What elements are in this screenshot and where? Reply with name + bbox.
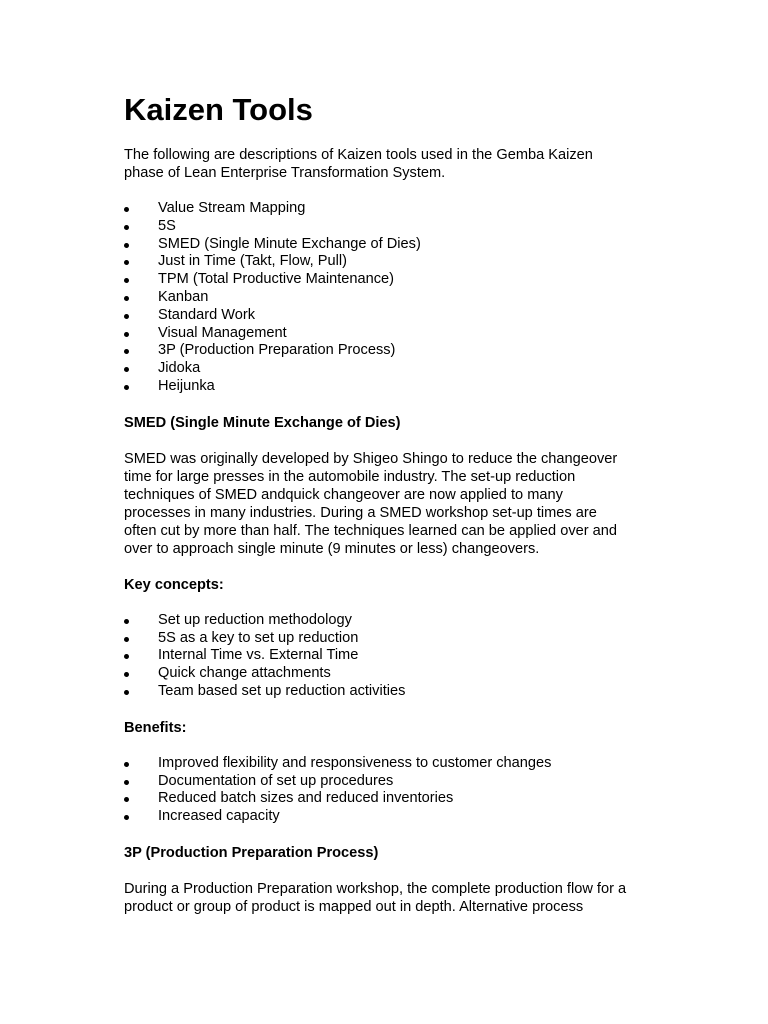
list-item-text: Standard Work [158,306,256,323]
list-item-text: SMED (Single Minute Exchange of Dies) [158,235,421,252]
bullet-icon [124,207,129,212]
paragraph-line: processes in many industries. During a SMED workshop set-up times are [124,504,597,521]
tools-list [124,200,684,396]
list-item-text: 5S as a key to set up reduction [158,629,359,646]
smed-paragraph [124,450,684,558]
threep-heading: 3P (Production Preparation Process) [124,844,379,861]
list-item-text: Value Stream Mapping [158,200,306,216]
bullet-icon [124,260,129,265]
list-item [124,773,684,791]
bullet-icon [124,762,129,767]
list-item-text: Visual Management [158,324,287,341]
bullet-icon [124,672,129,677]
list-item [124,755,684,773]
list-item [124,307,684,325]
list-item [124,342,684,360]
list-item [124,683,684,701]
list-item [124,378,684,396]
list-item-text: Internal Time vs. External Time [158,647,359,664]
intro-line: phase of Lean Enterprise Transformation System. [124,165,446,181]
bullet-icon [124,780,129,785]
bullet-icon [124,385,129,390]
paragraph-line: During a Production Preparation workshop, the complete production flow for a [124,880,627,897]
list-item [124,289,684,307]
benefits-list [124,755,684,826]
list-item [124,808,684,826]
key-concepts-heading: Key concepts: [124,576,224,593]
list-item-text: Quick change attachments [158,665,331,682]
list-item [124,325,684,343]
list-item-text: Reduced batch sizes and reduced inventories [158,790,454,807]
list-item [124,665,684,683]
list-item [124,647,684,665]
list-item-text: 5S [158,217,176,234]
intro-line: The following are descriptions of Kaizen tools used in the Gemba Kaizen [124,147,593,163]
bullet-icon [124,815,129,820]
bullet-icon [124,243,129,248]
bullet-icon [124,367,129,372]
bullet-icon [124,332,129,337]
paragraph-line: techniques of SMED andquick changeover are now applied to many [124,486,563,503]
page-title: Kaizen Tools [124,92,313,127]
list-item [124,360,684,378]
list-item-text: Just in Time (Takt, Flow, Pull) [158,253,347,270]
key-concepts-list [124,612,684,701]
list-item-text: Documentation of set up procedures [158,772,394,789]
list-item-text: Increased capacity [158,808,280,825]
list-item-text: TPM (Total Productive Maintenance) [158,271,395,288]
smed-heading: SMED (Single Minute Exchange of Dies) [124,414,401,431]
paragraph-line: often cut by more than half. The techniques learned can be applied over and [124,522,618,539]
list-item [124,200,684,218]
paragraph-line: time for large presses in the automobile industry. The set-up reduction [124,468,576,485]
bullet-icon [124,654,129,659]
list-item-text: Jidoka [158,360,201,377]
list-item-text: Team based set up reduction activities [158,682,406,699]
threep-paragraph [124,880,684,916]
benefits-heading: Benefits: [124,719,187,736]
bullet-icon [124,225,129,230]
list-item-text: Kanban [158,288,209,305]
bullet-icon [124,296,129,301]
bullet-icon [124,797,129,802]
bullet-icon [124,278,129,283]
paragraph-line: SMED was originally developed by Shigeo Shingo to reduce the changeover [124,450,618,467]
list-item [124,271,684,289]
list-item [124,612,684,630]
list-item [124,790,684,808]
intro-paragraph [124,146,684,182]
bullet-icon [124,314,129,319]
paragraph-line: over to approach single minute (9 minutes or less) changeovers. [124,540,540,557]
list-item-text: Heijunka [158,377,215,394]
list-item-text: Set up reduction methodology [158,611,352,628]
list-item-text: 3P (Production Preparation Process) [158,342,396,359]
list-item [124,236,684,254]
bullet-icon [124,637,129,642]
list-item [124,218,684,236]
list-item [124,630,684,648]
list-item [124,253,684,271]
list-item-text: Improved flexibility and responsiveness to customer changes [158,754,552,771]
document-page [124,88,684,934]
bullet-icon [124,349,129,354]
bullet-icon [124,690,129,695]
bullet-icon [124,619,129,624]
paragraph-line: product or group of product is mapped out in depth. Alternative process [124,898,584,915]
